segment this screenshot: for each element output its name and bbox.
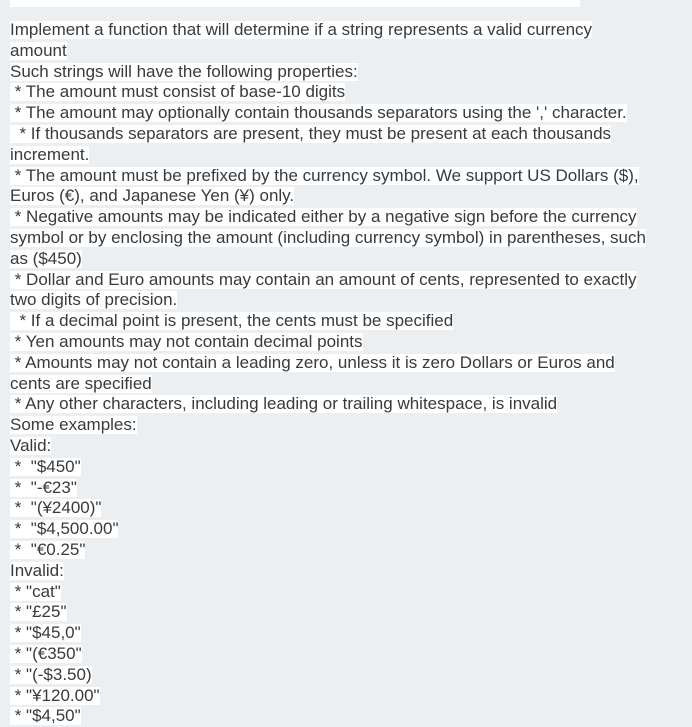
- text-line-highlight: * "$450": [10, 456, 81, 476]
- text-line: [10, 478, 682, 499]
- text-line-highlight: * "$4,500.00": [10, 519, 119, 539]
- text-line: [10, 665, 682, 686]
- text-line: [10, 249, 682, 270]
- text-line-highlight: * "cat": [10, 581, 61, 601]
- text-line-highlight: * "¥120.00": [10, 685, 100, 705]
- text-line: [10, 332, 682, 353]
- text-line: [10, 644, 682, 665]
- text-line-highlight: * The amount must consist of base-10 digits: [10, 82, 346, 102]
- text-line-highlight: Euros (€), and Japanese Yen (¥) only.: [10, 186, 295, 206]
- text-line: [10, 82, 682, 103]
- text-line-highlight: * Any other characters, including leading or trailing whitespace, is invalid: [10, 394, 558, 414]
- text-line-highlight: * "-€23": [10, 477, 77, 497]
- text-line-highlight: Invalid:: [10, 560, 64, 580]
- text-line: [10, 394, 682, 415]
- text-line-highlight: as ($450): [10, 248, 82, 268]
- text-line: [10, 311, 682, 332]
- clipped-line-top: [10, 0, 580, 7]
- text-line: [10, 706, 682, 727]
- text-line-highlight: * "£25": [10, 602, 67, 622]
- text-line: [10, 62, 682, 83]
- text-line-highlight: * "(-$3.50): [10, 664, 92, 684]
- text-line-highlight: * "€0.25": [10, 539, 86, 559]
- text-line-highlight: amount: [10, 40, 67, 60]
- text-line-highlight: * The amount may optionally contain thousands separators using the ',' character.: [10, 103, 627, 123]
- text-line: [10, 207, 682, 228]
- text-line: [10, 436, 682, 457]
- text-line: [10, 623, 682, 644]
- text-line-highlight: Some examples:: [10, 415, 137, 435]
- text-line: [10, 686, 682, 707]
- text-line-highlight: * Amounts may not contain a leading zero, unless it is zero Dollars or Euros and: [10, 352, 615, 372]
- text-line-highlight: * Negative amounts may be indicated either by a negative sign before the currency: [10, 207, 637, 227]
- text-line: [10, 290, 682, 311]
- text-line: [10, 124, 682, 145]
- text-line: [10, 602, 682, 623]
- text-line-highlight: * "(€350": [10, 643, 82, 663]
- text-line-highlight: * "$45,0": [10, 623, 81, 643]
- text-line-highlight: Implement a function that will determine if a string represents a valid currency: [10, 20, 593, 39]
- text-line: [10, 374, 682, 395]
- text-line: [10, 415, 682, 436]
- text-line: [10, 519, 682, 540]
- text-line: [10, 186, 682, 207]
- text-line-highlight: * "(¥2400)": [10, 498, 102, 518]
- document-body: [10, 20, 682, 727]
- text-line: [10, 145, 682, 166]
- text-line: [10, 103, 682, 124]
- text-line-highlight: * Yen amounts may not contain decimal points: [10, 331, 363, 351]
- text-line: [10, 582, 682, 603]
- text-line-highlight: * The amount must be prefixed by the currency symbol. We support US Dollars ($),: [10, 165, 639, 185]
- text-line: [10, 270, 682, 291]
- text-line-highlight: * If a decimal point is present, the cents must be specified: [10, 311, 454, 331]
- text-line: [10, 20, 682, 41]
- text-line-highlight: increment.: [10, 144, 90, 164]
- text-line-highlight: Valid:: [10, 435, 52, 455]
- text-line: [10, 561, 682, 582]
- text-line: [10, 41, 682, 62]
- text-line-highlight: * Dollar and Euro amounts may contain an amount of cents, represented to exactly: [10, 269, 637, 289]
- text-line: [10, 540, 682, 561]
- text-line-highlight: cents are specified: [10, 373, 152, 393]
- text-line-highlight: * If thousands separators are present, they must be present at each thousands: [10, 123, 612, 143]
- text-line-highlight: Such strings will have the following properties:: [10, 61, 358, 81]
- text-line: [10, 353, 682, 374]
- text-line: [10, 457, 682, 478]
- text-line-highlight: symbol or by enclosing the amount (including currency symbol) in parentheses, such: [10, 227, 646, 247]
- text-line-highlight: * "$4,50": [10, 706, 81, 726]
- text-line: [10, 166, 682, 187]
- text-line: [10, 228, 682, 249]
- text-line: [10, 498, 682, 519]
- text-line-highlight: two digits of precision.: [10, 290, 178, 310]
